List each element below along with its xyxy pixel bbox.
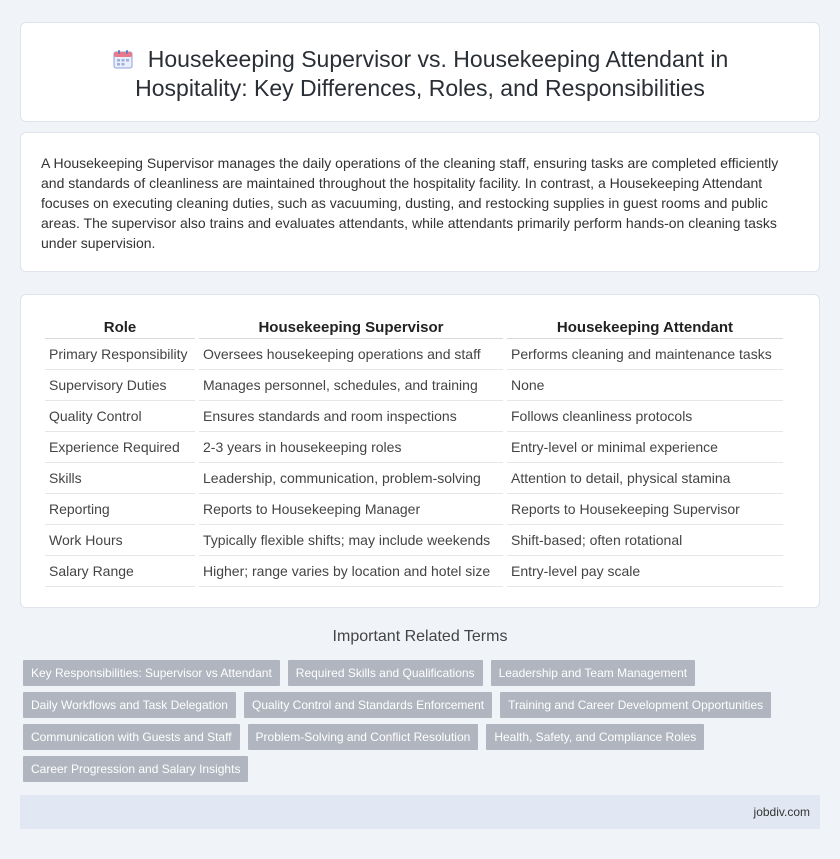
related-term-tag[interactable]: Required Skills and Qualifications: [288, 660, 483, 686]
table-cell: Work Hours: [45, 525, 195, 556]
related-term-tag[interactable]: Training and Career Development Opportunities: [500, 692, 771, 718]
header-role: Role: [45, 313, 195, 339]
related-term-tag[interactable]: Key Responsibilities: Supervisor vs Attendant: [23, 660, 280, 686]
header-supervisor: Housekeeping Supervisor: [199, 313, 503, 339]
table-cell: Primary Responsibility: [45, 339, 195, 370]
table-cell: Ensures standards and room inspections: [199, 401, 503, 432]
table-row: [45, 339, 783, 370]
table-row: [45, 494, 783, 525]
related-terms-list: [23, 660, 813, 788]
calendar-icon: [112, 48, 134, 70]
table-cell: Manages personnel, schedules, and training: [199, 370, 503, 401]
table-cell: Performs cleaning and maintenance tasks: [507, 339, 783, 370]
header-attendant: Housekeeping Attendant: [507, 313, 783, 339]
title-card: [20, 22, 820, 122]
related-term-tag[interactable]: Quality Control and Standards Enforcement: [244, 692, 492, 718]
table-row: [45, 432, 783, 463]
table-cell: Quality Control: [45, 401, 195, 432]
comparison-table: [41, 313, 787, 587]
page-title-text: Housekeeping Supervisor vs. Housekeeping Attendant in Hospitality: Key Differences, Roles, and Responsibilities: [135, 46, 729, 101]
table-cell: Reports to Housekeeping Manager: [199, 494, 503, 525]
page-title: [21, 23, 819, 103]
related-terms-heading: Important Related Terms: [332, 628, 508, 645]
table-cell: Supervisory Duties: [45, 370, 195, 401]
intro-paragraph: A Housekeeping Supervisor manages the daily operations of the cleaning staff, ensuring tasks are completed efficiently and standards of cleanliness are maintained throughout the hospitality facility. In contrast, a Housekeeping Attendant focuses on executing cleaning duties, such as vacuuming, dusting, and restocking supplies in guest rooms and public areas. The supervisor also trains and evaluates attendants, while attendants primarily perform hands-on cleaning tasks under supervision.: [41, 155, 779, 251]
footer: [20, 795, 820, 829]
related-term-tag[interactable]: Communication with Guests and Staff: [23, 724, 240, 750]
table-cell: Shift-based; often rotational: [507, 525, 783, 556]
related-term-tag[interactable]: Career Progression and Salary Insights: [23, 756, 248, 782]
table-row: [45, 370, 783, 401]
table-cell: Oversees housekeeping operations and staff: [199, 339, 503, 370]
table-cell: Leadership, communication, problem-solving: [199, 463, 503, 494]
table-cell: Attention to detail, physical stamina: [507, 463, 783, 494]
table-cell: None: [507, 370, 783, 401]
table-cell: 2-3 years in housekeeping roles: [199, 432, 503, 463]
table-cell: Experience Required: [45, 432, 195, 463]
table-row: [45, 463, 783, 494]
table-row: [45, 556, 783, 587]
table-cell: Higher; range varies by location and hotel size: [199, 556, 503, 587]
table-cell: Follows cleanliness protocols: [507, 401, 783, 432]
related-term-tag[interactable]: Health, Safety, and Compliance Roles: [486, 724, 704, 750]
related-term-tag[interactable]: Daily Workflows and Task Delegation: [23, 692, 236, 718]
table-cell: Reports to Housekeeping Supervisor: [507, 494, 783, 525]
table-cell: Entry-level or minimal experience: [507, 432, 783, 463]
table-row: [45, 525, 783, 556]
table-cell: Typically flexible shifts; may include weekends: [199, 525, 503, 556]
related-term-tag[interactable]: Problem-Solving and Conflict Resolution: [248, 724, 479, 750]
table-header-row: [45, 313, 783, 339]
table-cell: Reporting: [45, 494, 195, 525]
site-name[interactable]: jobdiv.com: [753, 805, 810, 819]
related-term-tag[interactable]: Leadership and Team Management: [491, 660, 696, 686]
table-cell: Skills: [45, 463, 195, 494]
comparison-card: [20, 294, 820, 608]
table-cell: Entry-level pay scale: [507, 556, 783, 587]
table-cell: Salary Range: [45, 556, 195, 587]
intro-card: [20, 132, 820, 272]
table-row: [45, 401, 783, 432]
